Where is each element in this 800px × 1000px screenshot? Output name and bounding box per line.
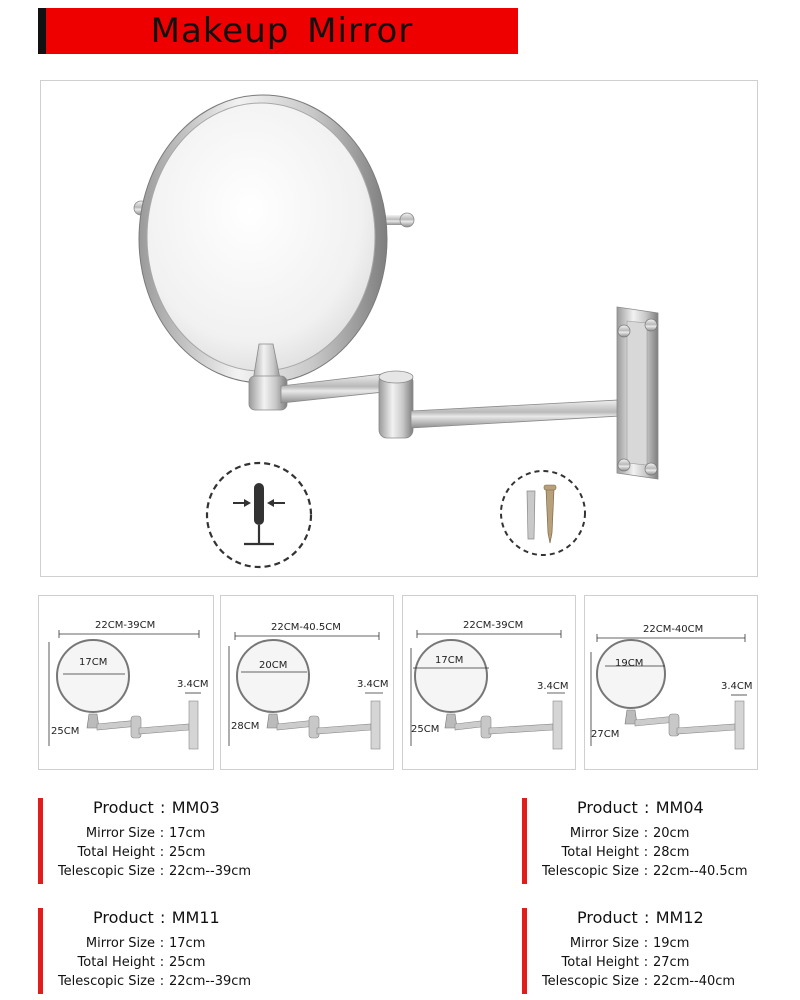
height-label: 27CM [591,729,620,740]
spec-block-mm04 [522,798,782,884]
product-heading: Product : MM11 [93,908,220,927]
mirror-size-value: 17cm [169,936,206,951]
product-heading: Product : MM03 [93,798,220,817]
telescopic-size-row: Telescopic Size : 22cm--39cm [57,974,252,989]
telescopic-size-row: Telescopic Size : 22cm--40.5cm [541,864,748,879]
mirror-size-row: Mirror Size : 17cm [85,936,206,951]
size-diagram-mm04 [220,595,394,770]
telescopic-size-row: Telescopic Size : 22cm--40cm [541,974,736,989]
product-label: Product [577,908,638,927]
mirror-diameter-label: 19CM [615,658,644,669]
width-label: 22CM-40CM [643,624,704,635]
size-diagram-mm03 [38,595,214,770]
total-height-row: Total Height : 25cm [77,955,206,970]
total-height-row: Total Height : 25cm [77,845,206,860]
depth-label: 3.4CM [721,681,753,692]
screws-icon [501,471,585,555]
total-height-row: Total Height : 28cm [561,845,690,860]
mirror-size-value: 20cm [653,826,690,841]
mirror-diameter-label: 20CM [259,660,288,671]
height-label: 28CM [231,721,260,732]
product-label: Product [577,798,638,817]
mirror-size-row: Mirror Size : 19cm [569,936,690,951]
product-label: Product [93,908,154,927]
product-code: MM03 [171,798,220,817]
telescopic-size-row: Telescopic Size : 22cm--39cm [57,864,252,879]
mirror-size-row: Mirror Size : 20cm [569,826,690,841]
mirror-diameter-label: 17CM [435,655,464,666]
hero-product-image [40,80,758,577]
mirror-size-value: 19cm [653,936,690,951]
mirror-illustration [41,81,759,578]
page-title: Makeup Mirror [150,11,414,51]
mirror-diameter-label: 17CM [79,657,108,668]
telescopic-size-value: 22cm--40cm [653,974,736,989]
depth-label: 3.4CM [177,679,209,690]
product-label: Product [93,798,154,817]
height-label: 25CM [51,726,80,737]
height-label: 25CM [411,724,440,735]
width-label: 22CM-39CM [95,620,156,631]
total-height-row: Total Height : 27cm [561,955,690,970]
telescopic-size-value: 22cm--39cm [169,864,252,879]
total-height-value: 25cm [169,845,206,860]
total-height-value: 27cm [653,955,690,970]
size-diagram-mm11 [402,595,576,770]
spec-block-mm03 [38,798,298,884]
arm-segment-2 [411,399,637,428]
total-height-value: 25cm [169,955,206,970]
width-label: 22CM-40.5CM [271,622,341,633]
size-diagram-mm12 [584,595,758,770]
arm-joint [379,374,413,438]
width-label: 22CM-39CM [463,620,524,631]
spec-block-mm11 [38,908,298,994]
telescopic-size-value: 22cm--39cm [169,974,252,989]
adjust-icon [207,463,311,567]
mirror-size-row: Mirror Size : 17cm [85,826,206,841]
mirror-size-value: 17cm [169,826,206,841]
telescopic-size-value: 22cm--40.5cm [653,864,748,879]
product-code: MM12 [655,908,704,927]
title-banner [38,8,518,54]
product-heading: Product : MM04 [577,798,704,817]
total-height-value: 28cm [653,845,690,860]
product-code: MM04 [655,798,704,817]
depth-label: 3.4CM [357,679,389,690]
depth-label: 3.4CM [537,681,569,692]
mirror-glass [147,103,375,371]
product-code: MM11 [171,908,220,927]
spec-block-mm12 [522,908,782,994]
product-heading: Product : MM12 [577,908,704,927]
